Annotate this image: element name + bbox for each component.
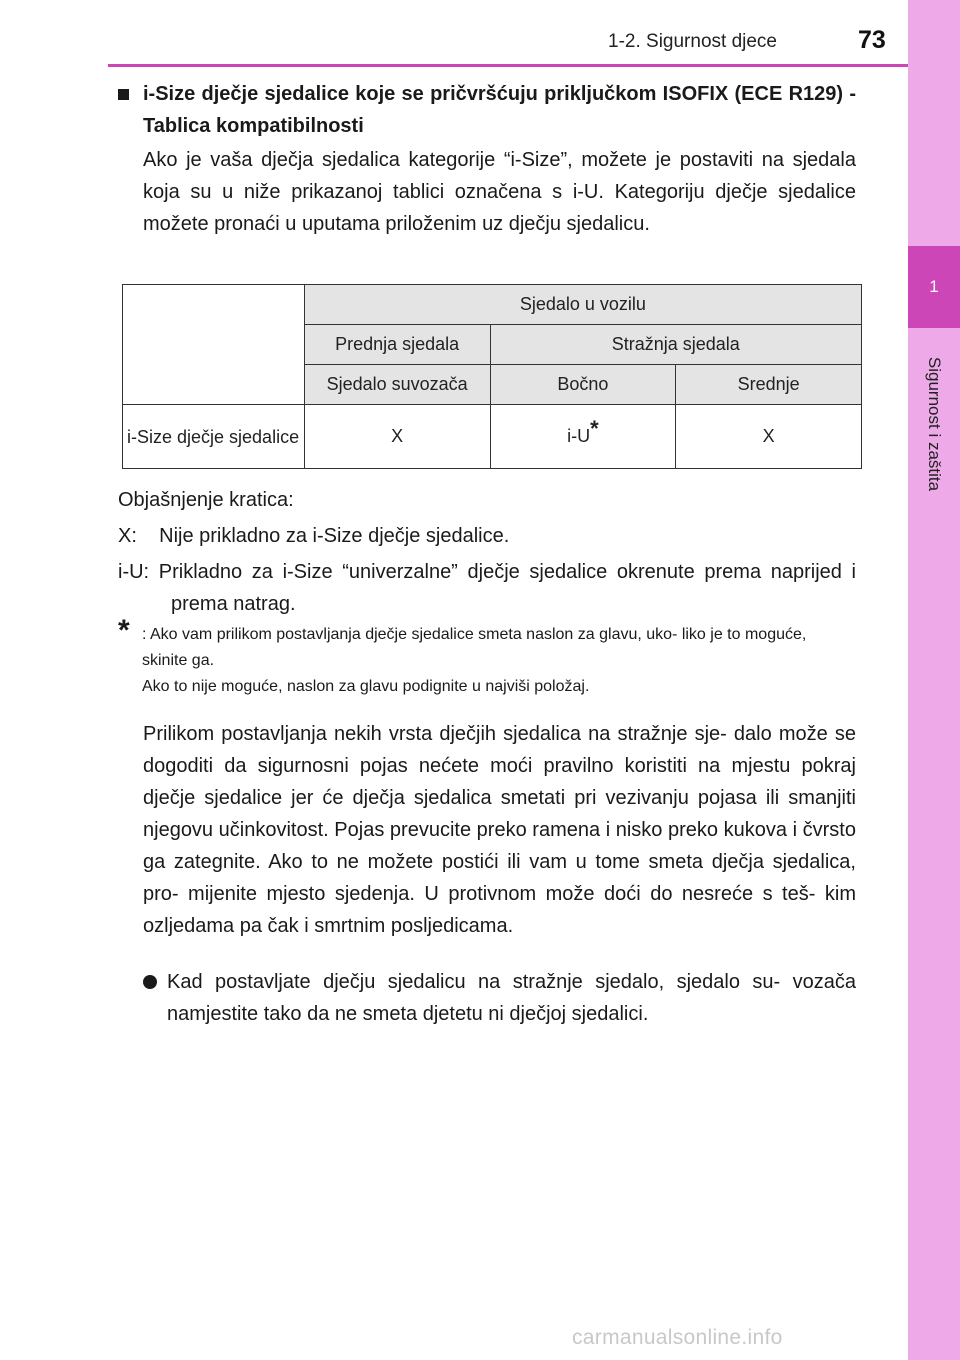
table-header-front-seats: Prednja sjedala (304, 325, 490, 365)
watermark: carmanualsonline.info (572, 1326, 783, 1349)
table-cell-side-value: i-U (567, 426, 591, 446)
table-row (123, 405, 862, 469)
legend-x-entry: X: Nije prikladno za i-Size dječje sjedalice. (118, 525, 510, 547)
table-header-seat-in-vehicle: Sjedalo u vozilu (304, 285, 861, 325)
bullet-text: Kad postavljate dječju sjedalicu na stražnje sjedalo, sjedalo su- vozača namjestite tako da ne smeta djetetu ni dječjoj sjedalici. (167, 971, 856, 1025)
table-header-passenger-seat: Sjedalo suvozača (304, 365, 490, 405)
page-number: 73 (858, 26, 886, 54)
square-bullet-icon (118, 89, 129, 100)
section-heading (118, 78, 856, 142)
legend-title: Objašnjenje kratica: (118, 489, 294, 511)
footnote-marker: * (590, 416, 599, 441)
compatibility-table (122, 284, 862, 469)
chapter-sidebar (908, 0, 960, 1360)
footnote-asterisk: * (118, 614, 130, 647)
table-row-label: i-Size dječje sjedalice (123, 405, 305, 469)
bullet-item (143, 966, 856, 1030)
table-header-side: Bočno (490, 365, 676, 405)
footnote (118, 614, 856, 700)
table-corner-cell (123, 285, 305, 405)
round-bullet-icon (143, 975, 157, 989)
abbreviation-legend (118, 484, 856, 624)
chapter-number-tab: 1 (908, 246, 960, 328)
table-header-center: Srednje (676, 365, 862, 405)
footnote-line-1: : Ako vam prilikom postavljanja dječje sjedalice smeta naslon za glavu, uko- liko je to moguće, skinite ga. (142, 626, 807, 669)
table-cell-center: X (676, 405, 862, 469)
table-cell-passenger: X (304, 405, 490, 469)
chapter-title: Sigurnost i zaštita (925, 356, 944, 492)
footnote-line-2: Ako to nije moguće, naslon za glavu podignite u najviši položaj. (142, 678, 590, 695)
header-divider (108, 64, 908, 67)
section-heading-text: i-Size dječje sjedalice koje se pričvršćuju priključkom ISOFIX (ECE R129) - Tablica kompatibilnosti (143, 83, 856, 137)
intro-paragraph: Ako je vaša dječja sjedalica kategorije “i-Size”, možete je postaviti na sjedala koja su u niže prikazanoj tablici označena s i-U. Kategoriju dječje sjedalice možete pronaći u uputama priloženim uz dječju sjedalicu. (143, 149, 856, 235)
body-paragraph: Prilikom postavljanja nekih vrsta dječjih sjedalica na stražnje sje- dalo može se dogoditi da sigurnosni pojas nećete moći pravilno koristiti na mjestu pokraj dječje sjedalice jer će dječja sjedalica smetati pri vezivanju pojasa ili smanjiti njegovu učinkovitost. Pojas prevucite preko ramena i nisko preko kukova i čvrsto ga zategnite. Ako to ne možete postići ili vam u tome smeta dječja sjedalica, pro- mijenite mjesto sjedenja. U protivnom može doći do nesreće s teš- kim ozljedama pa čak i smrtnim posljedicama. (143, 723, 856, 937)
table-header-rear-seats: Stražnja sjedala (490, 325, 861, 365)
section-label: 1-2. Sigurnost djece (608, 31, 777, 52)
legend-iu-entry: i-U: Prikladno za i-Size “univerzalne” dječje sjedalice okrenute prema naprijed i prema natrag. (118, 561, 856, 615)
table-cell-side (490, 405, 676, 469)
